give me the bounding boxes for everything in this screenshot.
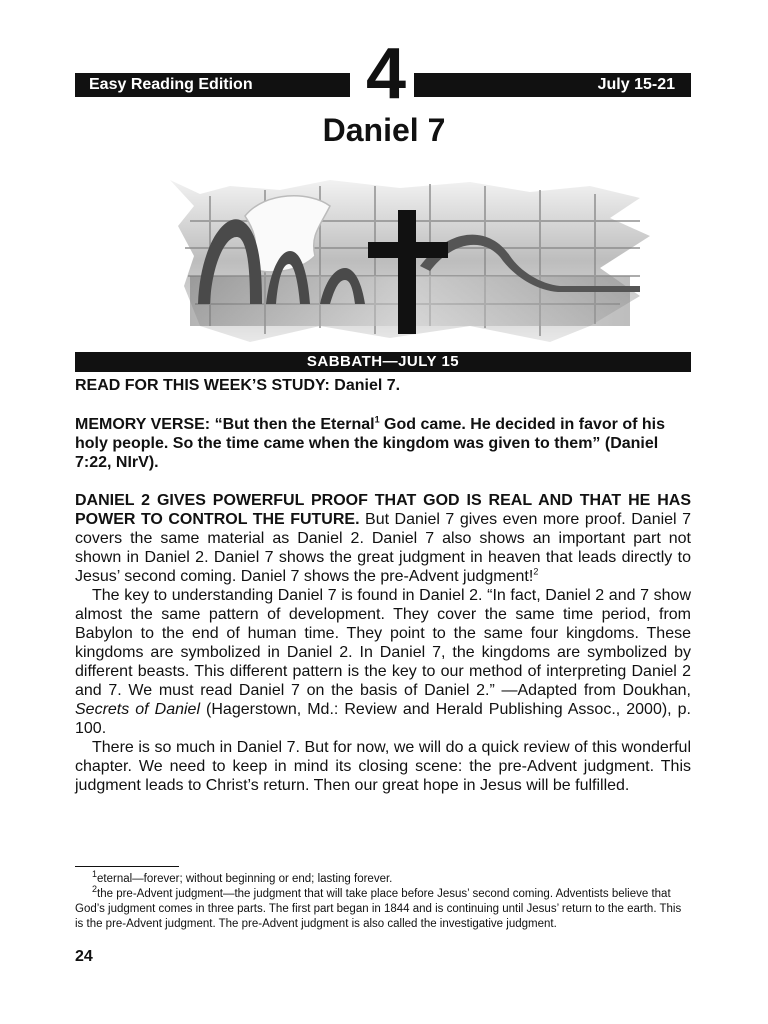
memory-verse-prefix: MEMORY VERSE: “But then the Eternal [75, 416, 375, 433]
paragraph-lead: DANIEL 2 GIVES POWERFUL PROOF THAT GOD IS REAL AND THAT HE HAS POWER TO CONTROL THE FUTURE. [75, 492, 691, 528]
memory-verse-text: God came. He decided in favor of his holy people. So the time came when the kingdom was given to them” (Daniel 7:22, NIrV). [75, 416, 666, 471]
footnote-mark: 1 [92, 869, 98, 880]
memory-verse [75, 415, 691, 472]
edition-label: Easy Reading Edition [75, 73, 350, 97]
footnote [75, 869, 691, 887]
paragraph-text: There is so much in Daniel 7. But for now, we will do a quick review of this wonderful chapter. We need to keep in mind its closing scene: the pre-Advent judgment. This judgment leads to Christ’s return. Then our great hope in Jesus will be fulfilled. [75, 739, 691, 794]
footnote-text: eternal—forever; without beginning or end; lasting forever. [97, 873, 393, 885]
banner-illustration [170, 176, 656, 346]
footnote-divider [75, 866, 179, 867]
lesson-dates: July 15-21 [414, 73, 691, 97]
page-number: 24 [75, 948, 93, 965]
paragraph-text: The key to understanding Daniel 7 is found in Daniel 2. “In fact, Daniel 2 and 7 show almost the same pattern of development. They cover the same time period, from Babylon to the end of human time. They point to the same four kingdoms. These kingdoms are symbolized in Daniel 2. In Daniel 7, the kingdoms are symbolized by different beasts. This different pattern is the key to our method of interpreting Daniel 2 and 7. We must read Daniel 7 on the basis of Daniel 2.” —Adapted from Doukhan, [75, 587, 691, 699]
footnote-mark: 2 [92, 884, 98, 895]
footnote-text: the pre-Advent judgment—the judgment that will take place before Jesus’ second coming. Adventists believe that God’s judgment comes in three parts. The first part began in 1844 and is continuing until Jesus’ return to the earth. This is the pre-Advent judgment. The pre-Advent judgment is also called the investigative judgment. [75, 888, 682, 930]
paragraph-text: But Daniel 7 gives even more proof. Daniel 7 covers the same material as Daniel 2. Daniel 7 also shows an important part not shown in Daniel 2. Daniel 7 shows the great judgment in heaven that leads directly to Jesus’ second coming. Daniel 7 shows the pre-Advent judgment! [75, 511, 692, 585]
read-line: READ FOR THIS WEEK’S STUDY: Daniel 7. [75, 377, 401, 394]
footnotes [75, 869, 691, 932]
footnote [75, 884, 691, 932]
book-title: Secrets of Daniel [75, 701, 201, 718]
lesson-number: 4 [365, 34, 405, 114]
body-paragraph [75, 738, 691, 795]
day-header: SABBATH—JULY 15 [75, 352, 691, 372]
footnote-ref: 1 [374, 414, 380, 425]
footnote-ref: 2 [533, 566, 539, 577]
lesson-body [75, 491, 691, 795]
paragraph-text: (Hagerstown, Md.: Review and Herald Publishing Assoc., 2000), p. 100. [75, 701, 691, 737]
lesson-title: Daniel 7 [322, 112, 446, 148]
body-paragraph [75, 491, 691, 586]
body-paragraph [75, 586, 691, 738]
